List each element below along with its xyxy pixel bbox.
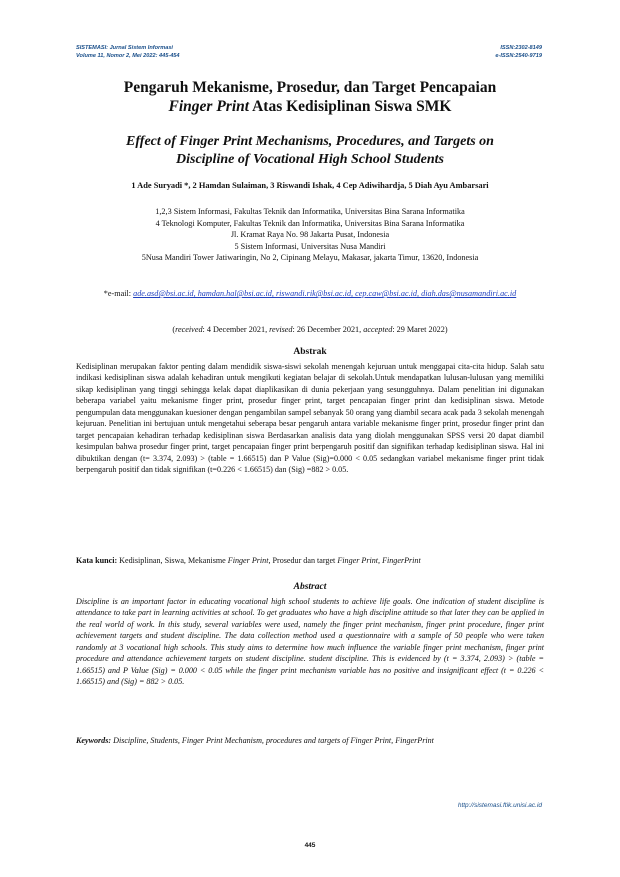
abstract-heading: Abstract [293,582,327,592]
accepted-value: : 29 Maret 2022) [392,325,448,334]
title-indonesian [60,78,560,116]
received-label: received [175,325,203,334]
affiliation-3: Jl. Kramat Raya No. 98 Jakarta Pusat, Indonesia [230,230,390,240]
email-label: *e-mail: [103,289,134,298]
kata-kunci-plain2: Prosedur dan target [270,556,338,565]
journal-name: SISTEMASI: Jurnal Sistem Informasi [76,45,173,51]
journal-url[interactable]: http://sistemasi.ftik.unisi.ac.id [457,802,542,809]
affiliation-5: 5Nusa Mandiri Tower Jatiwaringin, No 2, Cipinang Melayu, Makasar, jakarta Timur, 13620, Indonesia [141,253,479,263]
kata-kunci-plain1: Kedisiplinan, Siswa, Mekanisme [117,556,228,565]
email-links[interactable]: ade.asd@bsi.ac.id, hamdan.hal@bsi.ac.id, riswandi.rik@bsi.ac.id, cep.caw@bsi.ac.id, diah.das@nusamandiri.ac.id [133,289,517,298]
affiliations [80,206,540,264]
abstrak-body: Kedisiplinan merupakan faktor penting dalam mendidik siswa-siswi sekolah menengah kejuruan untuk menggapai cita-cita hidup. Salah satu indikasi kedisiplinan siswa adalah kehadiran untuk mengikuti kegiatan belajar di sekolah.Untuk mendapatkan lulusan-lulusan yang memiliki sikap kedisiplinan yang tinggi sehingga kelak dapat diaplikasikan di dunia pekerjaan yang sesungguhnya. Dalam penelitian ini digunakan beberapa variabel yaitu mekanisme finger print, prosedur finger print, target pencapaian finger print dan kedisiplinan siswa. Metode pengumpulan data menggunakan kuesioner dengan pengambilan sampel sebanyak 50 orang yang diambil secara acak pada 3 sekolah menengah kejuruan. Penelitian ini bertujuan untuk mengetahui seberapa besar pengaruh antara variable mekanisme finger print, prosedur finger print dan target pencapaian kehadiran terhadap kedisiplinan siswa Berdasarkan analisis data yang diolah menggunakan SPSS versi 20 dapat diambil kesimpulan bahwa prosedur finger print, target pencapaian finger print berpengaruh positif dan signifikan terhadap kedisiplinan siswa. Hal ini dibuktikan dengan (t= 3.374, 2.093) > (table = 1.66515) dan P Value (Sig)=0.000 < 0.05 sedangkan variabel mekanisme finger print tidak berpengaruh positif dan tidak signifikan (t=0.226 < 1.66515) dan (Sig) =882 > 0.05. [76,362,544,475]
title-english [70,133,550,169]
running-header-left [76,44,180,60]
affiliation-4: 5 Sistem Informasi, Universitas Nusa Mandiri [234,241,386,251]
title-id-rest: Atas Kedisiplinan Siswa SMK [249,98,452,115]
page-number: 445 [304,842,316,849]
author-list: 1 Ade Suryadi *, 2 Hamdan Sulaiman, 3 Riswandi Ishak, 4 Cep Adiwihardja, 5 Diah Ayu Ambarsari [131,181,489,190]
kata-kunci-italic2: Finger Print, FingerPrint [337,556,421,565]
keywords [76,735,544,746]
abstract-body: Discipline is an important factor in educating vocational high school students to achieve life goals. One indication of student discipline is attendance to take part in learning activities at school. To get graduates who have a high discipline attitude so that later they can be applied in the real world of work. In this study, several variables were used, namely the finger print mechanism, finger print procedure, finger print achievement targets and student discipline. The data collection method used a questionnaire with a sample of 50 people who were taken randomly at 3 vocational high schools. This study aims to determine how much influence the variable finger print mechanism, finger print procedure and attendance achievement targets on student discipline. student discipline. This is evidenced by (t = 3.374, 2.093) > (table = 1.66515) and P Value (Sig) = 0.000 < 0.05 while the finger print mechanism variable has no positive and insignificant effect (t = 0.226 < 1.66515) and (Sig) = 882 > 0.05. [76,597,544,687]
email-line [80,288,540,300]
kata-kunci-label: Kata kunci: [76,556,118,565]
revised-label: revised [269,325,293,334]
keywords-text: Discipline, Students, Finger Print Mechanism, procedures and targets of Finger Print, FingerPrint [111,736,434,745]
affiliation-1: 1,2,3 Sistem Informasi, Fakultas Teknik dan Informatika, Universitas Bina Sarana Informatika [155,207,465,216]
kata-kunci-italic1: Finger Print, [227,556,271,565]
title-en-line2: Discipline of Vocational High School Students [176,152,444,167]
abstrak-heading: Abstrak [293,347,327,357]
title-id-italic: Finger Print [168,98,250,115]
volume-info: Volume 11, Nomor 2, Mei 2022: 445-454 [76,53,180,59]
affiliation-2: 4 Teknologi Komputer, Fakultas Teknik dan Informatika, Universitas Bina Sarana Informatika [155,218,465,228]
keywords-label: Keywords: [76,736,112,745]
revised-value: : 26 December 2021, [292,325,364,334]
kata-kunci [76,555,544,566]
issn-online: e-ISSN:2540-9719 [495,53,542,59]
title-en-line1: Effect of Finger Print Mechanisms, Procedures, and Targets on [126,134,494,149]
title-id-line1: Pengaruh Mekanisme, Prosedur, dan Target Pencapaian [123,79,497,96]
submission-dates: (received: 4 December 2021, revised: 26 December 2021, accepted: 29 Maret 2022) [172,325,448,334]
received-value: : 4 December 2021, [202,325,270,334]
running-header-right [495,44,542,60]
accepted-label: accepted [363,325,393,334]
issn-print: ISSN:2302-8149 [500,45,542,51]
title-id-line2 [60,97,560,116]
